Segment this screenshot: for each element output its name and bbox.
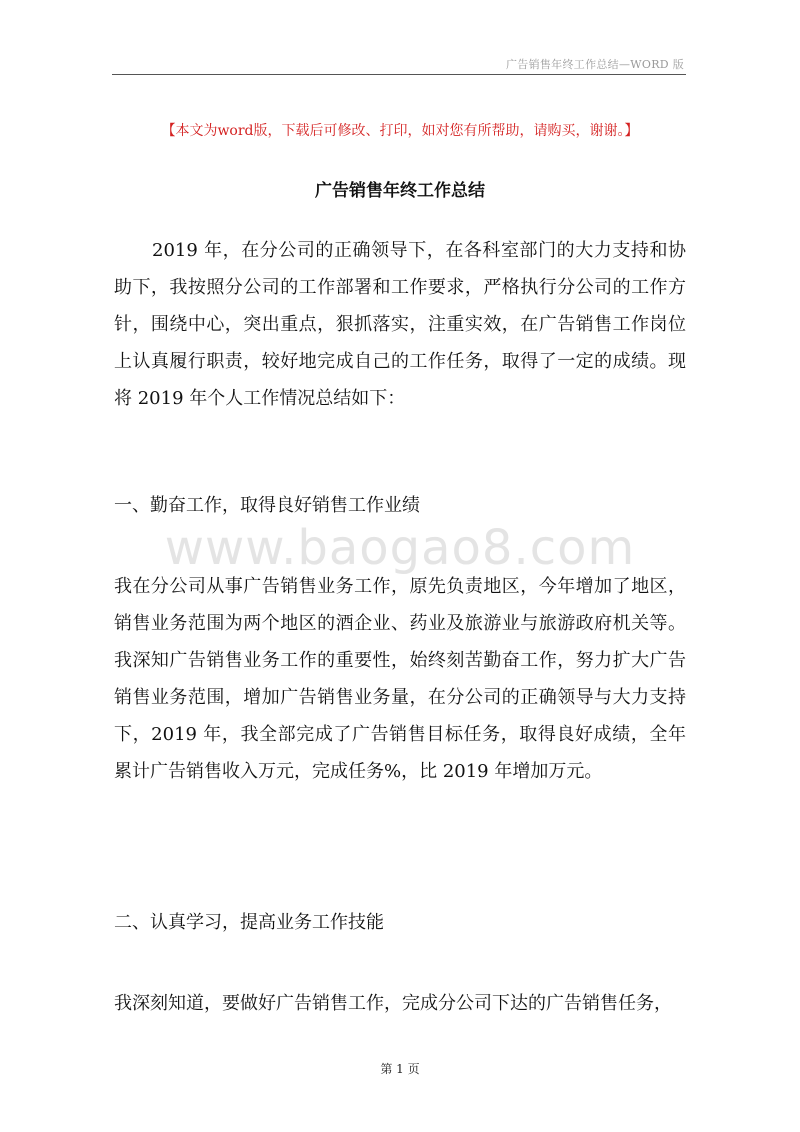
section-2-paragraph: 我深刻知道，要做好广告销售工作，完成分公司下达的广告销售任务， bbox=[114, 993, 672, 1014]
purchase-notice: 【本文为word版，下载后可修改、打印，如对您有所帮助，请购买，谢谢。】 bbox=[161, 123, 639, 139]
header-divider bbox=[112, 74, 686, 75]
section-1-paragraph: 我在分公司从事广告销售业务工作，原先负责地区，今年增加了地区，销售业务范围为两个地区的酒企业、药业及旅游业与旅游政府机关等。我深知广告销售业务工作的重要性，始终刻苦勤奋工作，努力扩大广告销售业务范围，增加广告销售业务量，在分公司的正确领导与大力支持下，2019 年，我全部完成了广告销售目标任务，取得良好成绩，全年累计广告销售收入万元，完成任务%，比 2019 年增加万元。 bbox=[114, 576, 686, 782]
section-heading-2: 二、认真学习，提高业务工作技能 bbox=[114, 912, 384, 933]
document-title: 广告销售年终工作总结 bbox=[315, 181, 485, 201]
watermark-text: www.baogao8.com bbox=[164, 520, 636, 576]
page-number: 第 1 页 bbox=[380, 1062, 420, 1076]
running-header: 广告销售年终工作总结—WORD 版 bbox=[505, 58, 684, 71]
section-heading-1: 一、勤奋工作，取得良好销售工作业绩 bbox=[114, 495, 420, 516]
intro-paragraph: 2019 年，在分公司的正确领导下，在各科室部门的大力支持和协助下，我按照分公司的工作部署和工作要求，严格执行分公司的工作方针，围绕中心，突出重点，狠抓落实，注重实效，在广告销售工作岗位上认真履行职责，较好地完成自己的工作任务，取得了一定的成绩。现将 2019 年个人工作情况总结如下： bbox=[114, 240, 686, 409]
